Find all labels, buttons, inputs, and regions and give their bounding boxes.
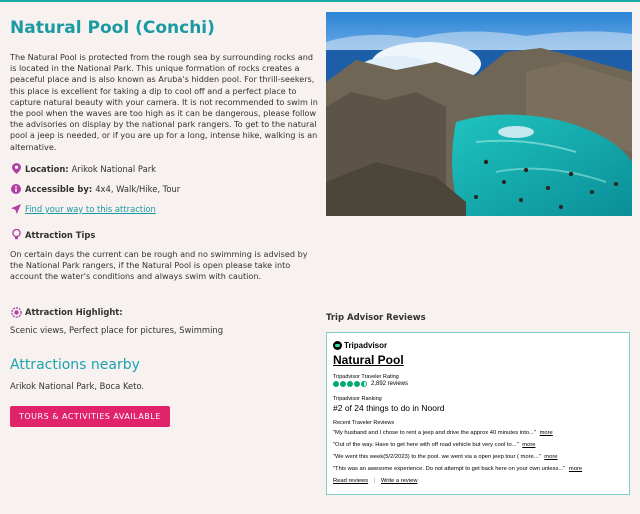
review-snippet — [333, 466, 582, 472]
highlight-text: Scenic views, Perfect place for pictures, Swimming — [10, 325, 224, 336]
rating-half-bubble-icon — [361, 381, 367, 387]
location-value: Arikok National Park — [71, 163, 157, 174]
tips-label: Attraction Tips — [25, 229, 96, 240]
review-more-link[interactable]: more — [522, 442, 536, 448]
attraction-details — [10, 18, 318, 427]
tripadvisor-section-label: Trip Advisor Reviews — [326, 313, 426, 323]
attraction-description: The Natural Pool is protected from the rough sea by surrounding rocks and is located in the National Park. This unique formation of rocks creates a peaceful place and is also known as Aruba's hidden pool. For thrill-seekers, this place is excellent for taking a dip to cool off and a perfect place to capture natural beauty with your camera. It is not recommended to swim in the pool when the waves are too high as it can be dangerous, please follow the advisories on display by the national park rangers. To get to the natural pool a jeep is needed, or if you are up for a long, intense hike, walking is an alternative. — [10, 52, 318, 152]
footer-divider: | — [373, 478, 376, 484]
review-count: 2,892 reviews — [371, 381, 409, 387]
navigation-arrow-icon — [10, 203, 22, 215]
review-text: "We went this week(5/2/2023) to the pool. we went via a open jeep tour ( more..." — [333, 454, 541, 460]
review-text: "Out of the way. Have to get here with off road vehicle but very cool to..." — [333, 442, 519, 448]
write-review-link[interactable]: Write a review — [380, 478, 418, 484]
review-snippet — [333, 430, 553, 436]
find-way-link[interactable]: Find your way to this attraction — [25, 203, 156, 214]
rating-bubble-icon — [333, 381, 339, 387]
review-more-link[interactable]: more — [568, 466, 583, 472]
rating-bubble-icon — [354, 381, 360, 387]
tripadvisor-owl-icon — [333, 341, 342, 350]
rating-bubble-icon — [347, 381, 353, 387]
top-accent-line — [0, 0, 640, 2]
tripadvisor-logo-text: Tripadvisor — [344, 341, 388, 350]
ranking-value: #2 of 24 things to do in Noord — [333, 403, 445, 413]
tips-text: On certain days the current can be rough and no swimming is advised by the National Park rangers, if the Natural Pool is open please take into account the water's conditions and always swim with caution. — [10, 248, 308, 282]
review-snippet — [333, 442, 535, 448]
location-pin-icon — [10, 163, 22, 175]
accessible-row — [10, 183, 318, 195]
tripadvisor-widget — [326, 332, 630, 495]
review-snippet — [333, 454, 558, 460]
tripadvisor-footer — [333, 478, 418, 484]
location-row — [10, 163, 318, 175]
page-title: Natural Pool (Conchi) — [10, 18, 215, 38]
tripadvisor-attraction-name[interactable]: Natural Pool — [333, 353, 404, 367]
recent-reviews-label: Recent Traveler Reviews — [333, 420, 395, 426]
location-label: Location: — [25, 163, 69, 174]
rating-bubble-icon — [340, 381, 346, 387]
nearby-text: Arikok National Park, Boca Keto. — [10, 381, 145, 392]
tours-activities-button[interactable]: TOURS & ACTIVITIES AVAILABLE — [10, 406, 170, 427]
ranking-label: Tripadvisor Ranking — [333, 396, 382, 402]
review-more-link[interactable]: more — [544, 454, 558, 460]
badge-icon — [10, 306, 22, 318]
review-text: "This was an awesome experience. Do not attempt to get back here on your own unless..." — [333, 466, 566, 472]
nearby-title: Attractions nearby — [10, 357, 140, 374]
highlight-heading-row — [10, 306, 318, 318]
tripadvisor-logo[interactable] — [333, 341, 387, 350]
lightbulb-icon — [10, 229, 22, 241]
find-way-row — [10, 203, 318, 215]
accessible-value: 4x4, Walk/Hike, Tour — [95, 183, 181, 194]
review-text: "My husband and I chose to rent a jeep and drive the approx 40 minutes into..." — [333, 430, 536, 436]
info-icon — [10, 183, 22, 195]
review-more-link[interactable]: more — [539, 430, 553, 436]
read-reviews-link[interactable]: Read reviews — [333, 478, 369, 484]
natural-pool-photo — [326, 12, 632, 216]
rating-label: Tripadvisor Traveler Rating — [333, 374, 399, 380]
highlight-label: Attraction Highlight: — [25, 307, 123, 318]
rating-bubbles — [333, 381, 408, 387]
tips-heading-row — [10, 229, 318, 241]
accessible-label: Accessible by: — [25, 183, 93, 194]
